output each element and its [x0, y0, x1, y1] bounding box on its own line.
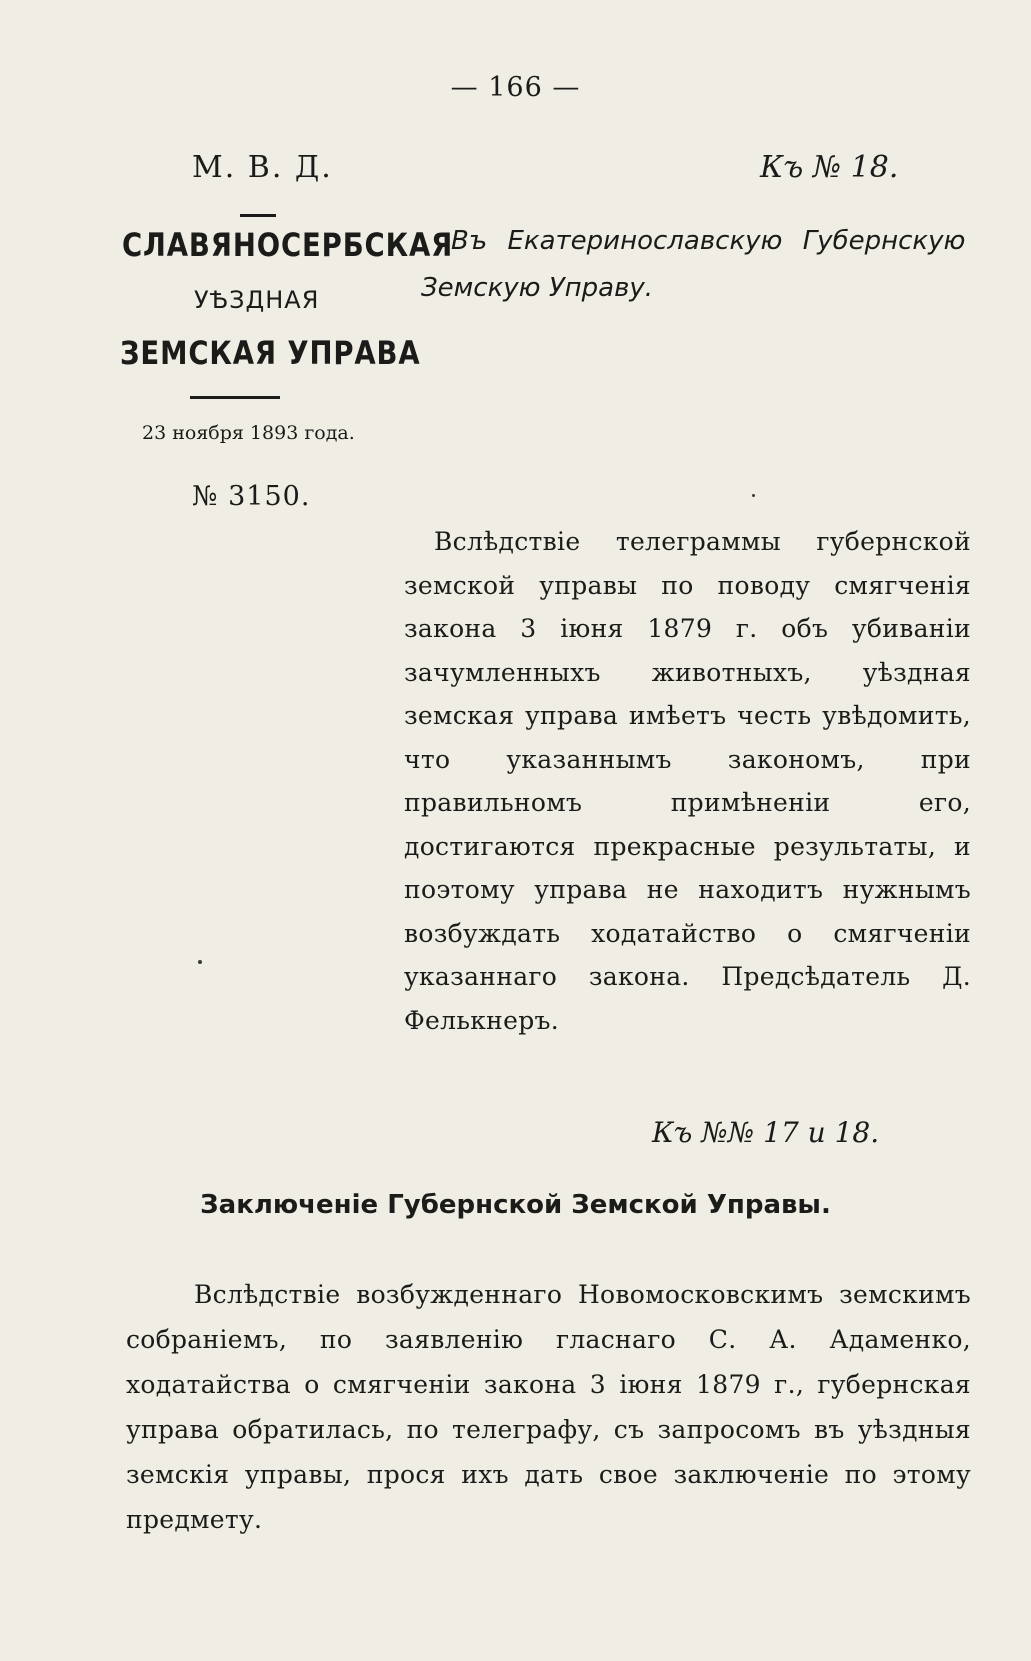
organization-name-line-2: УѢЗДНАЯ	[194, 286, 320, 314]
print-speck	[198, 960, 202, 964]
print-speck	[752, 494, 755, 497]
organization-name-line-3: ЗЕМСКАЯ УПРАВА	[120, 334, 421, 372]
addressee-line-1: Въ Екатеринославскую Губернскую	[451, 226, 966, 256]
letter-reference: Къ № 18.	[760, 150, 899, 185]
letter-number: № 3150.	[192, 481, 311, 512]
letter-date: 23 ноября 1893 года.	[142, 422, 355, 444]
page-number: — 166 —	[450, 72, 581, 103]
section-reference: Къ №№ 17 и 18.	[652, 1116, 880, 1149]
organization-name-line-1: СЛАВЯНОСЕРБСКАЯ	[122, 226, 454, 264]
header-divider	[240, 214, 276, 217]
letter-body: Вслѣдствіе телеграммы губернской земской управы по поводу смягченія закона 3 іюня 1879 г. объ убиваніи зачумленныхъ животныхъ, уѣздная земская управа имѣетъ честь увѣдомить, что указаннымъ закономъ, при правильномъ примѣненіи его, достигаются прекрасные результаты, и поэтому управа не находитъ нужнымъ возбуждать ходатайство о смягченіи указаннаго закона. Предсѣдатель Д. Фелькнеръ.	[404, 527, 971, 1035]
ministry-abbreviation: М. В. Д.	[192, 150, 333, 185]
addressee-line-2: Земскую Управу.	[421, 273, 654, 303]
section-heading: Заключеніе Губернской Земской Управы.	[200, 1190, 831, 1220]
organization-underline	[190, 396, 280, 399]
conclusion-paragraph: Вслѣдствіе возбужденнаго Новомосковскимъ земскимъ собраніемъ, по заявленію гласнаго С. А. Адаменко, ходатайства о смягченіи закона 3 іюня 1879 г., губернская управа обратилась, по телеграфу, съ запросомъ въ уѣздныя земскія управы, прося ихъ дать свое заключеніе по этому предмету.	[126, 1280, 971, 1534]
